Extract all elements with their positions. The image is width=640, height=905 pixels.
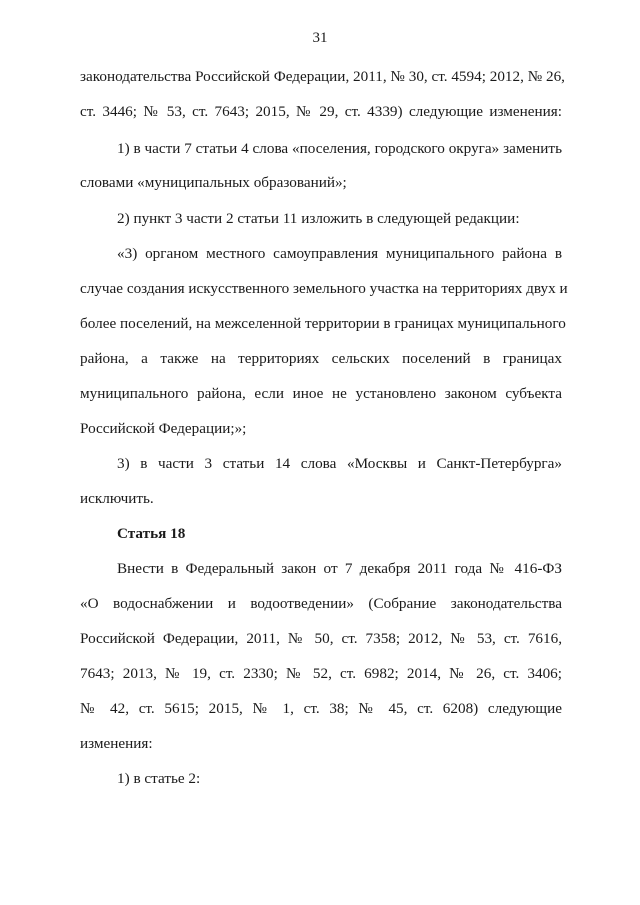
paragraph-line: «О водоснабжении и водоотведении» (Собрание законодательства: [80, 595, 562, 612]
list-item-1-line: 1) в части 7 статьи 4 слова «поселения, городского округа» заменить: [117, 140, 562, 157]
list-item-1-line: словами «муниципальных образований»;: [80, 174, 347, 191]
text-line: законодательства Российской Федерации, 2011, № 30, ст. 4594; 2012, № 26,: [80, 68, 565, 85]
quote-line: района, а также на территориях сельских поселений в границах: [80, 350, 562, 367]
quote-line: «3) органом местного самоуправления муниципального района в: [117, 245, 562, 262]
quote-line: более поселений, на межселенной территории в границах муниципального: [80, 315, 566, 332]
text-line: ст. 3446; № 53, ст. 7643; 2015, № 29, ст. 4339) следующие изменения:: [80, 103, 562, 120]
paragraph-line: № 42, ст. 5615; 2015, № 1, ст. 38; № 45, ст. 6208) следующие: [80, 700, 562, 717]
quote-line: Российской Федерации;»;: [80, 420, 247, 437]
article-heading: Статья 18: [117, 525, 186, 542]
list-item-3-line: исключить.: [80, 490, 154, 507]
list-item-1-line: 1) в статье 2:: [117, 770, 201, 787]
paragraph-line: изменения:: [80, 735, 153, 752]
list-item-3-line: 3) в части 3 статьи 14 слова «Москвы и Санкт-Петербурга»: [117, 455, 562, 472]
paragraph-line: Российской Федерации, 2011, № 50, ст. 7358; 2012, № 53, ст. 7616,: [80, 630, 562, 647]
page-number: 31: [312, 30, 328, 46]
list-item-2-line: 2) пункт 3 части 2 статьи 11 изложить в следующей редакции:: [117, 210, 520, 227]
quote-line: случае создания искусственного земельного участка на территориях двух и: [80, 280, 568, 297]
paragraph-line: 7643; 2013, № 19, ст. 2330; № 52, ст. 6982; 2014, № 26, ст. 3406;: [80, 665, 562, 682]
quote-line: муниципального района, если иное не установлено законом субъекта: [80, 385, 562, 402]
paragraph-line: Внести в Федеральный закон от 7 декабря 2011 года № 416-ФЗ: [117, 560, 562, 577]
